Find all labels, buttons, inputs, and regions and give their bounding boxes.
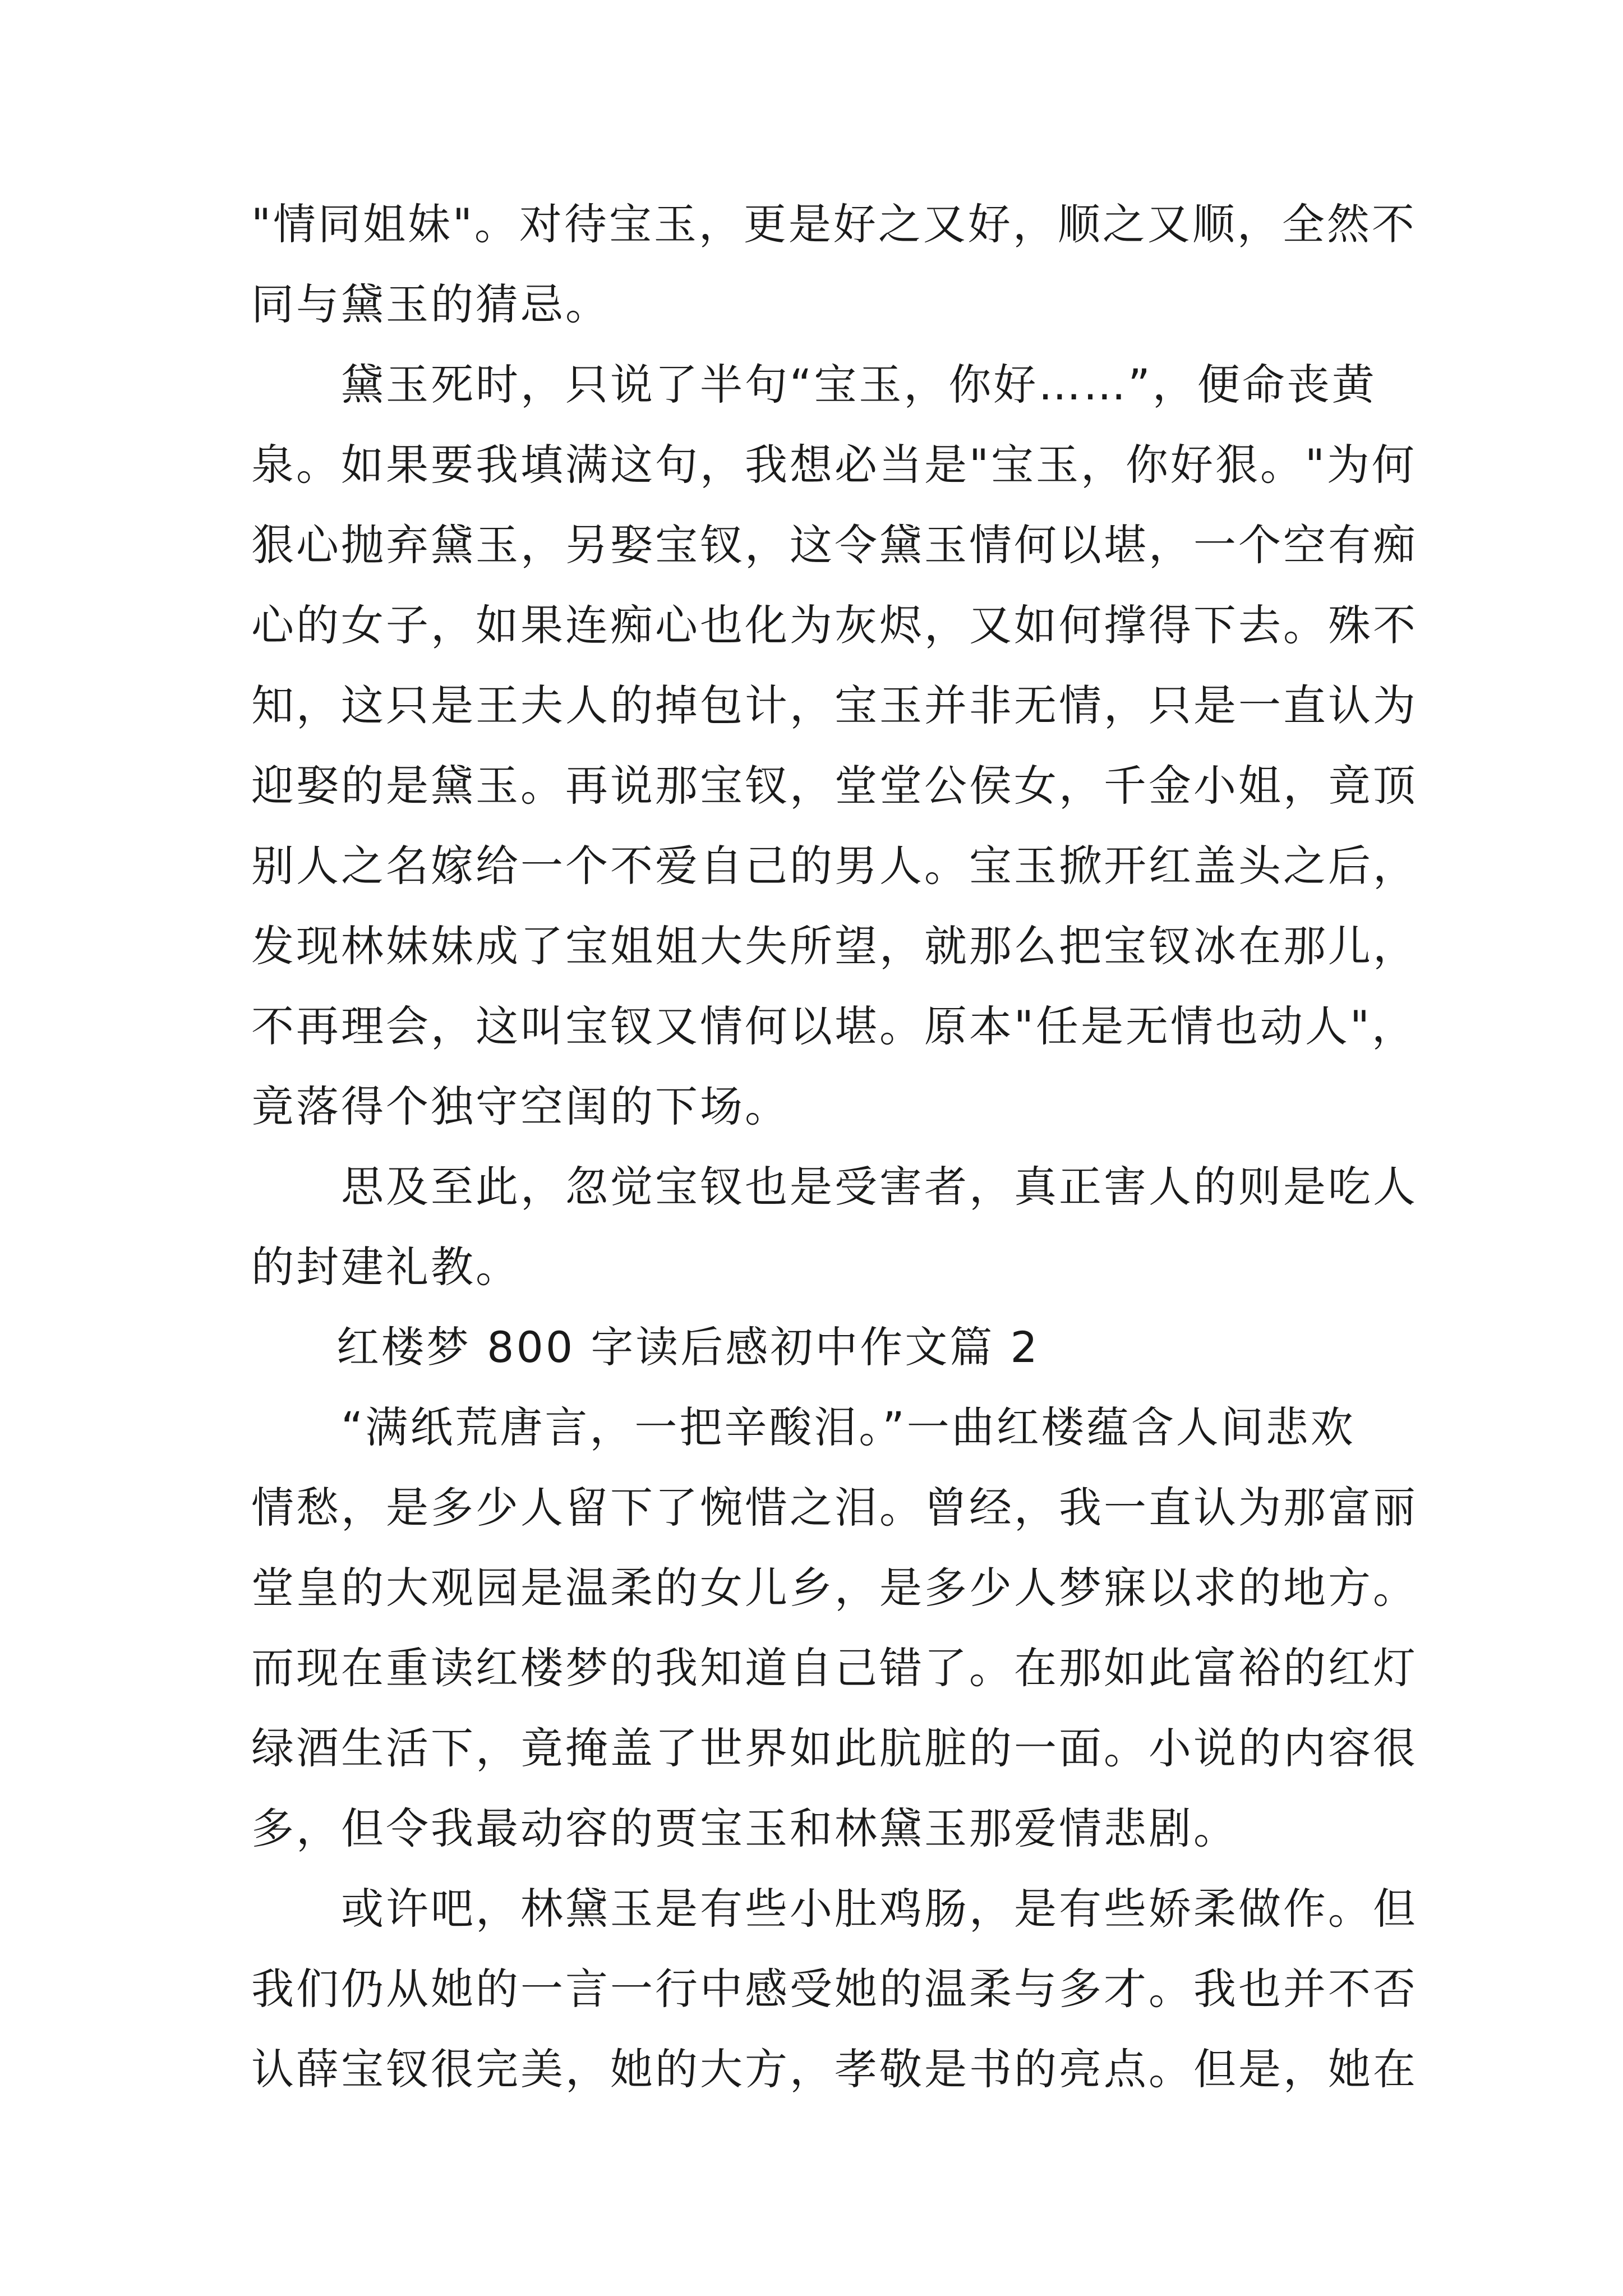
text-line: 知，这只是王夫人的掉包计，宝玉并非无情，只是一直认为 xyxy=(251,680,1418,730)
paragraph xyxy=(251,1147,1418,1307)
section-heading xyxy=(251,1307,1378,1387)
text-line: 狠心抛弃黛玉，另娶宝钗，这令黛玉情何以堪，一个空有痴 xyxy=(251,520,1418,570)
text-line: “满纸荒唐言，一把辛酸泪。”一曲红楼蕴含人间悲欢 xyxy=(251,1402,1355,1452)
paragraph xyxy=(251,1387,1418,1869)
text-body xyxy=(251,184,1418,2109)
text-line: 我们仍从她的一言一行中感受她的温柔与多才。我也并不否 xyxy=(251,1964,1418,2014)
text-line: 黛玉死时，只说了半句“宝玉，你好……”，便命丧黄 xyxy=(251,360,1377,409)
text-line: 的封建礼教。 xyxy=(251,1242,520,1292)
text-line: 别人之名嫁给一个不爱自己的男人。宝玉掀开红盖头之后， xyxy=(251,841,1418,891)
text-line: 堂皇的大观园是温柔的女儿乡，是多少人梦寐以求的地方。 xyxy=(251,1563,1418,1613)
text-line: 不再理会，这叫宝钗又情何以堪。原本"任是无情也动人"， xyxy=(251,1001,1417,1051)
text-line: 情愁，是多少人留下了惋惜之泪。曾经，我一直认为那富丽 xyxy=(251,1483,1418,1533)
text-line: 思及至此，忽觉宝钗也是受害者，真正害人的则是吃人 xyxy=(251,1162,1418,1212)
text-line: 绿酒生活下，竟掩盖了世界如此肮脏的一面。小说的内容很 xyxy=(251,1723,1418,1773)
text-line: 认薛宝钗很完美，她的大方，孝敬是书的亮点。但是，她在 xyxy=(251,2044,1418,2094)
text-line: 泉。如果要我填满这句，我想必当是"宝玉，你好狠。"为何 xyxy=(251,440,1417,490)
paragraph xyxy=(251,184,1417,344)
text-line: 竟落得个独守空闺的下场。 xyxy=(251,1082,790,1131)
text-line: "情同姐妹"。对待宝玉，更是好之又好，顺之又顺，全然不 xyxy=(251,199,1417,249)
text-line: 发现林妹妹成了宝姐姐大失所望，就那么把宝钗冰在那儿， xyxy=(251,921,1418,971)
text-line: 迎娶的是黛玉。再说那宝钗，堂堂公侯女，千金小姐，竟顶 xyxy=(251,761,1418,811)
heading-line: 红楼梦 800 字读后感初中作文篇 2 xyxy=(336,1322,1040,1372)
text-line: 同与黛玉的猜忌。 xyxy=(251,279,610,329)
text-line: 多，但令我最动容的贾宝玉和林黛玉那爱情悲剧。 xyxy=(251,1803,1238,1853)
text-line: 或许吧，林黛玉是有些小肚鸡肠，是有些娇柔做作。但 xyxy=(251,1884,1418,1934)
text-line: 而现在重读红楼梦的我知道自己错了。在那如此富裕的红灯 xyxy=(251,1643,1418,1693)
paragraph xyxy=(251,1869,1418,2109)
text-line: 心的女子，如果连痴心也化为灰烬，又如何撑得下去。殊不 xyxy=(251,600,1418,650)
paragraph xyxy=(251,344,1418,1147)
